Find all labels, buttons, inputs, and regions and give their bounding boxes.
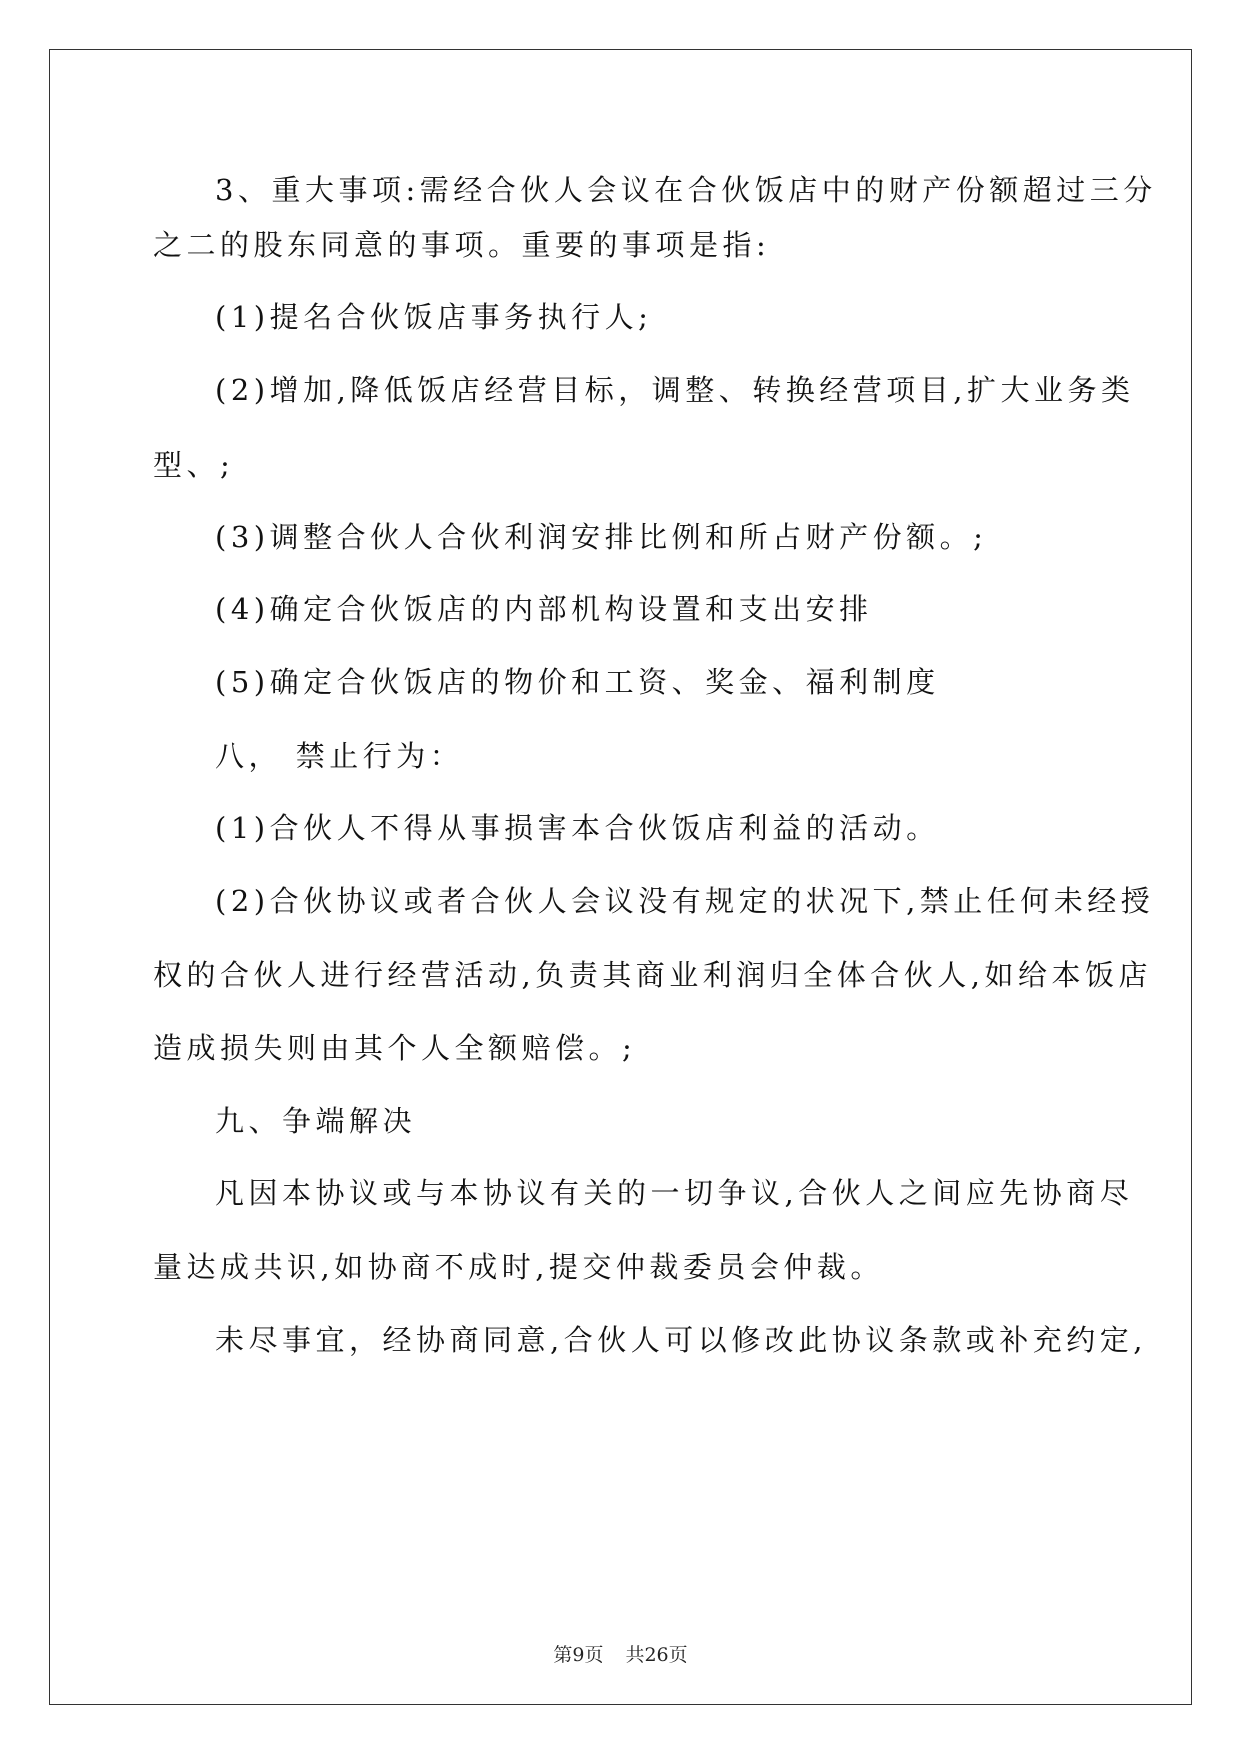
paragraph-line: 量达成共识,如协商不成时,提交仲裁委员会仲裁。 xyxy=(153,1250,884,1284)
paragraph-line: (4)确定合伙饭店的内部机构设置和支出安排 xyxy=(215,592,873,626)
paragraph-line: (3)调整合伙人合伙利润安排比例和所占财产份额。; xyxy=(215,520,988,554)
paragraph-line: 之二的股东同意的事项。重要的事项是指: xyxy=(153,228,771,262)
paragraph-line: 造成损失则由其个人全额赔偿。; xyxy=(153,1031,637,1065)
section-heading: 九、争端解决 xyxy=(215,1104,417,1138)
paragraph-line: 3、重大事项:需经合伙人会议在合伙饭店中的财产份额超过三分 xyxy=(215,173,1157,207)
paragraph-line: 型、; xyxy=(153,448,235,482)
page-total: 共26页 xyxy=(625,1644,688,1666)
paragraph-line: 权的合伙人进行经营活动,负责其商业利润归全体合伙人,如给本饭店 xyxy=(153,958,1152,992)
paragraph-line: 凡因本协议或与本协议有关的一切争议,合伙人之间应先协商尽 xyxy=(215,1176,1134,1210)
paragraph-line: (5)确定合伙饭店的物价和工资、奖金、福利制度 xyxy=(215,665,940,699)
paragraph-line: (2)增加,降低饭店经营目标，调整、转换经营项目,扩大业务类 xyxy=(215,373,1135,407)
page-number: 第9页 xyxy=(553,1644,604,1666)
paragraph-line: (2)合伙协议或者合伙人会议没有规定的状况下,禁止任何未经授 xyxy=(215,884,1155,918)
page-footer xyxy=(0,1640,1241,1667)
paragraph-line: 未尽事宜，经协商同意,合伙人可以修改此协议条款或补充约定, xyxy=(215,1323,1147,1357)
section-heading: 八， 禁止行为： xyxy=(215,739,464,773)
paragraph-line: (1)合伙人不得从事损害本合伙饭店利益的活动。 xyxy=(215,811,940,845)
paragraph-line: (1)提名合伙饭店事务执行人; xyxy=(215,300,653,334)
